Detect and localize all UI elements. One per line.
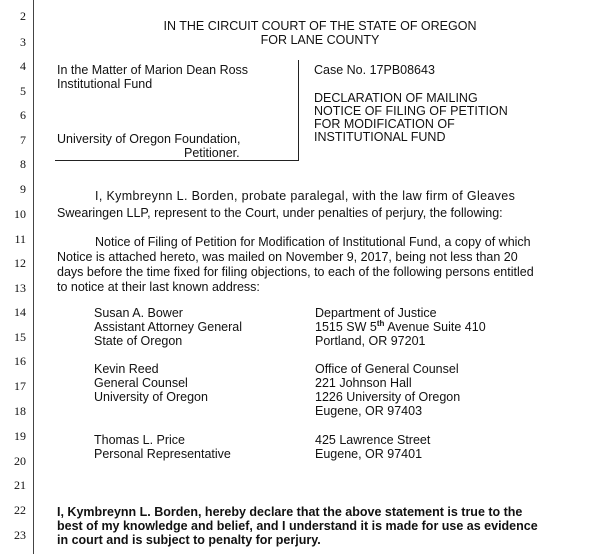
document-title-line3: FOR MODIFICATION OF <box>314 117 455 131</box>
recipient-address-line: 425 Lawrence Street <box>315 433 431 447</box>
line-number: 6 <box>20 108 26 122</box>
recipient-address-line: 221 Johnson Hall <box>315 376 412 390</box>
recipient-title: General Counsel <box>94 376 188 390</box>
line-number: 16 <box>14 354 26 368</box>
recipient-name: Thomas L. Price <box>94 433 186 447</box>
court-county: FOR LANE COUNTY <box>260 33 380 47</box>
caption-underline <box>55 160 299 161</box>
notice-line2: Notice is attached hereto, was mailed on November 9, 2017, being not less than 20 <box>57 250 518 264</box>
petitioner-name: University of Oregon Foundation, <box>57 132 241 146</box>
court-name: IN THE CIRCUIT COURT OF THE STATE OF OREGON <box>163 19 477 33</box>
line-number: 21 <box>14 478 26 492</box>
line-number: 19 <box>14 429 26 443</box>
declaration-line1: I, Kymbreynn L. Borden, hereby declare that the above statement is true to the <box>57 505 523 519</box>
line-number: 4 <box>20 59 26 73</box>
line-number: 14 <box>14 305 26 319</box>
line-number: 2 <box>20 9 26 23</box>
recipient-title: Personal Representative <box>94 447 231 461</box>
declaration-line2: best of my knowledge and belief, and I understand it is made for use as evidence <box>57 519 538 533</box>
petitioner-role: Petitioner. <box>184 146 240 160</box>
recipient-address-line: 1515 SW 5th Avenue Suite 410 <box>315 318 486 334</box>
recipient-address-line: 1226 University of Oregon <box>315 390 461 404</box>
recipient-address-line: Office of General Counsel <box>315 362 459 376</box>
line-number: 9 <box>20 182 26 196</box>
line-number: 10 <box>14 207 26 221</box>
line-numbers <box>0 0 30 554</box>
notice-line3: days before the time fixed for filing objections, to each of the following persons entitled <box>57 265 534 279</box>
recipient-address-line: Portland, OR 97201 <box>315 334 426 348</box>
line-number: 11 <box>14 232 26 246</box>
caption-divider <box>298 60 299 160</box>
intro-line1: I, Kymbreynn L. Borden, probate paralegal, with the law firm of Gleaves <box>95 189 516 203</box>
line-number: 5 <box>20 84 26 98</box>
margin-rule <box>33 0 34 554</box>
recipient-name: Susan A. Bower <box>94 306 183 320</box>
document-title-line4: INSTITUTIONAL FUND <box>314 130 446 144</box>
declaration-line3: in court and is subject to penalty for perjury. <box>57 533 321 547</box>
case-number: Case No. 17PB08643 <box>314 63 435 77</box>
recipient-name: Kevin Reed <box>94 362 159 376</box>
line-number: 23 <box>14 528 26 542</box>
document-title-line1: DECLARATION OF MAILING <box>314 91 478 105</box>
intro-line2: Swearingen LLP, represent to the Court, under penalties of perjury, the following: <box>57 206 503 220</box>
recipient-title: Assistant Attorney General <box>94 320 242 334</box>
line-number: 8 <box>20 157 26 171</box>
recipient-organization: University of Oregon <box>94 390 208 404</box>
line-number: 13 <box>14 281 26 295</box>
recipient-address-line: Eugene, OR 97401 <box>315 447 423 461</box>
line-number: 15 <box>14 330 26 344</box>
recipient-address-line: Eugene, OR 97403 <box>315 404 423 418</box>
line-number: 12 <box>14 256 26 270</box>
recipient-organization: State of Oregon <box>94 334 183 348</box>
recipient-address-line: Department of Justice <box>315 306 437 320</box>
notice-line1: Notice of Filing of Petition for Modification of Institutional Fund, a copy of which <box>95 235 531 249</box>
document-title-line2: NOTICE OF FILING OF PETITION <box>314 104 508 118</box>
line-number: 7 <box>20 133 26 147</box>
line-number: 17 <box>14 379 26 393</box>
matter-title-line1: In the Matter of Marion Dean Ross <box>57 63 249 77</box>
line-number: 3 <box>20 35 26 49</box>
line-number: 22 <box>14 503 26 517</box>
line-number: 18 <box>14 404 26 418</box>
matter-title-line2: Institutional Fund <box>57 77 153 91</box>
notice-line4: to notice at their last known address: <box>57 280 260 294</box>
line-number: 20 <box>14 454 26 468</box>
